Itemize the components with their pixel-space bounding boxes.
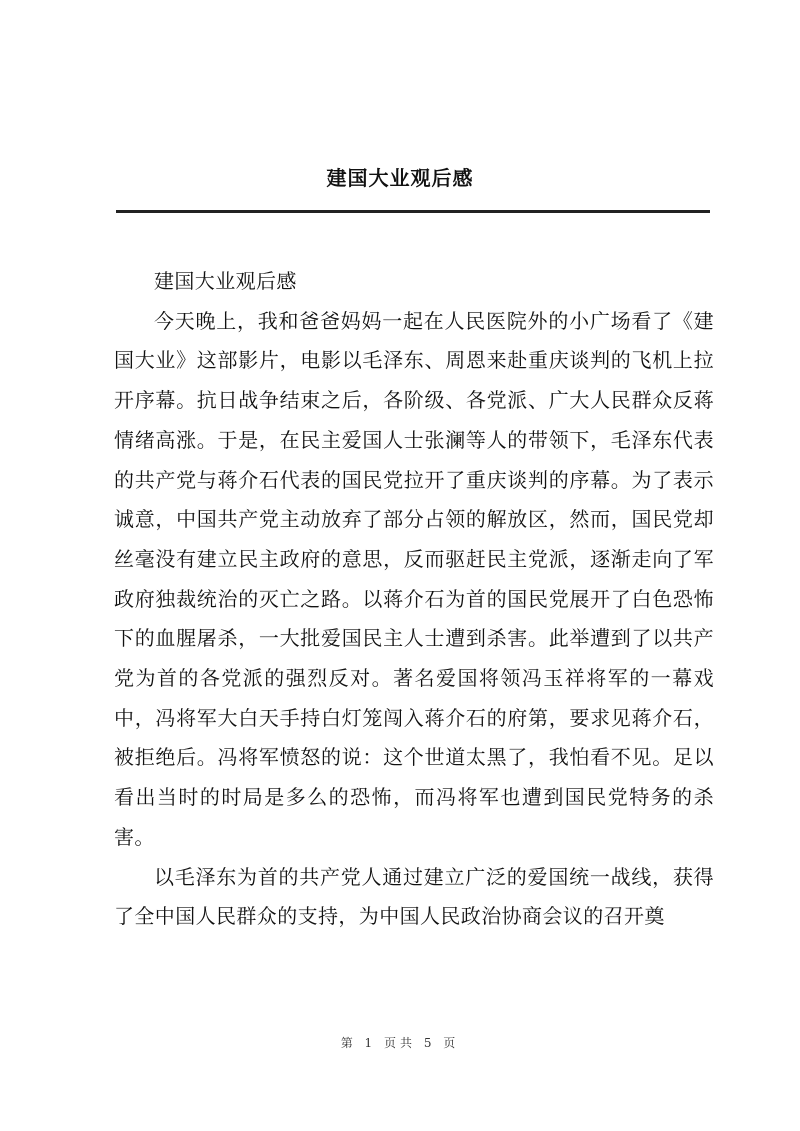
document-body <box>114 262 714 937</box>
page-title: 建国大业观后感 <box>326 166 474 190</box>
paragraph: 建国大业观后感 <box>154 269 297 293</box>
paragraph: 以毛泽东为首的共产党人通过建立广泛的爱国统一战线，获得了全中国人民群众的支持，为中国人民政治协商会议的召开奠 <box>114 864 714 929</box>
paragraph: 今天晚上，我和爸爸妈妈一起在人民医院外的小广场看了《建国大业》这部影片，电影以毛泽东、周恩来赴重庆谈判的飞机上拉开序幕。抗日战争结束之后，各阶级、各党派、广大人民群众反蒋情绪高涨。于是，在民主爱国人士张澜等人的带领下，毛泽东代表的共产党与蒋介石代表的国民党拉开了重庆谈判的序幕。为了表示诚意，中国共产党主动放弃了部分占领的解放区，然而，国民党却丝毫没有建立民主政府的意思，反而驱赶民主党派，逐渐走向了军政府独裁统治的灭亡之路。以蒋介石为首的国民党展开了白色恐怖下的血腥屠杀，一大批爱国民主人士遭到杀害。此举遭到了以共产党为首的各党派的强烈反对。著名爱国将领冯玉祥将军的一幕戏中，冯将军大白天手持白灯笼闯入蒋介石的府第，要求见蒋介石，被拒绝后。冯将军愤怒的说：这个世道太黑了，我怕看不见。足以看出当时的时局是多么的恐怖，而冯将军也遭到国民党特务的杀害。 <box>114 308 714 849</box>
page-number: 第 1 页共 5 页 <box>340 1036 460 1050</box>
title-underline <box>116 210 710 213</box>
